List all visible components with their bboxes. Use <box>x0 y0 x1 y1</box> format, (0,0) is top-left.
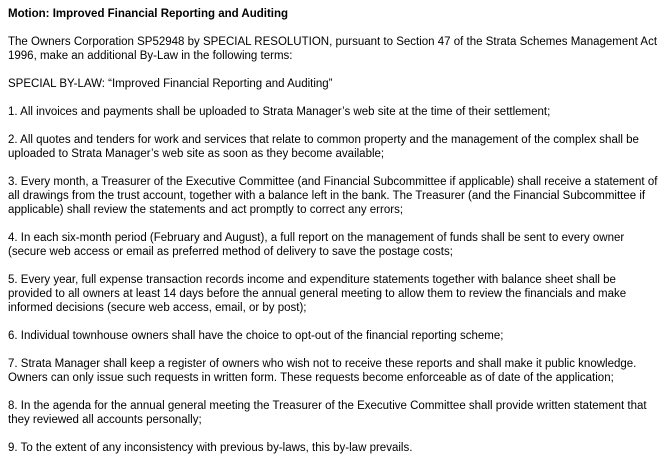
clause-8: 8. In the agenda for the annual general meeting the Treasurer of the Executive Committee shall provide written statement that they reviewed all accounts personally; <box>8 400 647 426</box>
clause-7: 7. Strata Manager shall keep a register of owners who wish not to receive these reports and shall make it public knowledge. Owners can only issue such requests in written form. These requests become enforceable as of date of the application; <box>8 358 637 384</box>
bylaw-heading: SPECIAL BY-LAW: “Improved Financial Reporting and Auditing” <box>8 78 333 90</box>
clause-2: 2. All quotes and tenders for work and services that relate to common property and the management of the complex shall be uploaded to Strata Manager’s web site as soon as they become available; <box>8 134 639 160</box>
intro-paragraph: The Owners Corporation SP52948 by SPECIAL RESOLUTION, pursuant to Section 47 of the Strata Schemes Management Act 1996, make an additional By-Law in the following terms: <box>8 36 658 62</box>
clause-3: 3. Every month, a Treasurer of the Executive Committee (and Financial Subcommittee if applicable) shall receive a statement of all drawings from the trust account, together with a balance left in the bank. The Treasurer (and the Financial Subcommittee if applicable) shall review the statements and act promptly to correct any errors; <box>8 176 658 216</box>
clause-6: 6. Individual townhouse owners shall have the choice to opt-out of the financial reporting scheme; <box>8 330 504 342</box>
clause-5: 5. Every year, full expense transaction records income and expenditure statements together with balance sheet shall be provided to all owners at least 14 days before the annual general meeting to allow them to review the financials and make informed decisions (secure web access, email, or by post); <box>8 274 627 314</box>
clause-1: 1. All invoices and payments shall be uploaded to Strata Manager’s web site at the time of their settlement; <box>8 106 551 118</box>
motion-title: Motion: Improved Financial Reporting and Auditing <box>8 8 289 20</box>
clause-9: 9. To the extent of any inconsistency with previous by-laws, this by-law prevails. <box>8 442 413 454</box>
clause-4: 4. In each six-month period (February and August), a full report on the management of funds shall be sent to every owner (secure web access or email as preferred method of delivery to save the postage costs; <box>8 232 625 258</box>
